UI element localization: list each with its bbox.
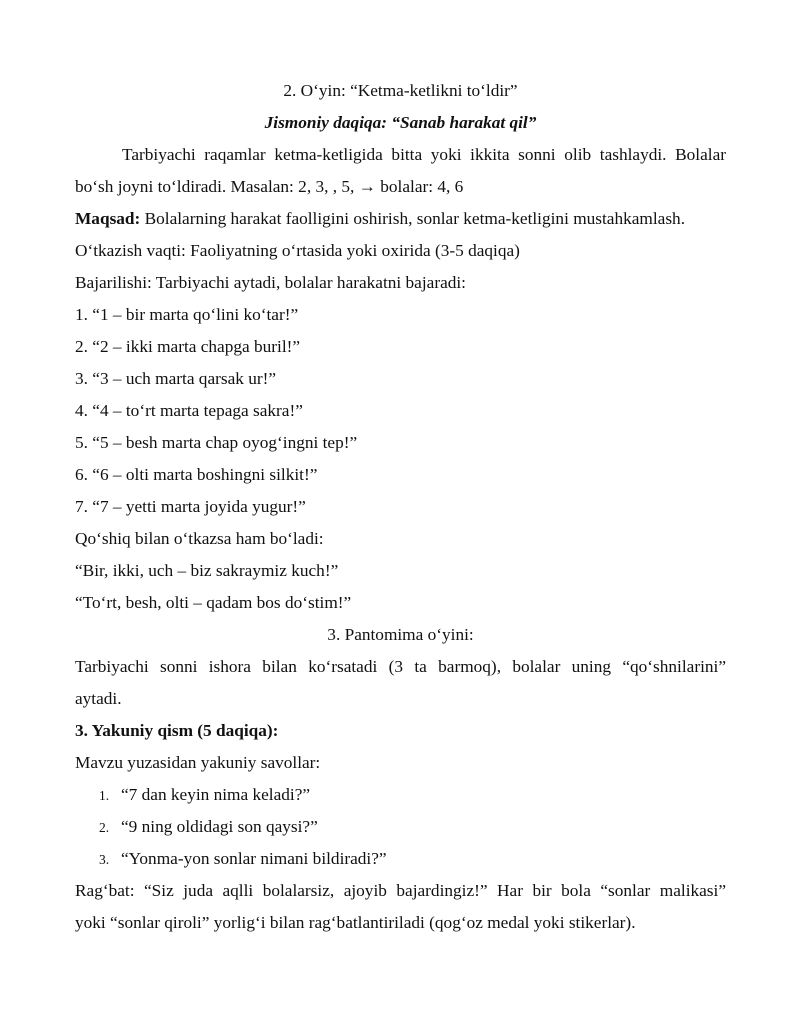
step-item: 6. “6 – olti marta boshingni silkit!” — [75, 465, 318, 484]
praise-line-2: yoki “sonlar qiroli” yorlig‘i bilan rag‘batlantiriladi (qog‘oz medal yoki stikerlar). — [75, 913, 636, 932]
step-item: 7. “7 – yetti marta joyida yugur!” — [75, 497, 306, 516]
step-item: 5. “5 – besh marta chap oyog‘ingni tep!” — [75, 433, 358, 452]
question-text: “Yonma-yon sonlar nimani bildiradi?” — [121, 849, 387, 868]
question-text: “7 dan keyin nima keladi?” — [121, 785, 311, 804]
pantomime-line-1: Tarbiyachi sonni ishora bilan ko‘rsatadi (3 ta barmoq), bolalar uning “qo‘shnilarini” — [75, 657, 726, 676]
question-number: 3. — [99, 852, 110, 867]
goal-paragraph — [75, 203, 726, 235]
heading-final-part: 3. Yakuniy qism (5 daqiqa): — [75, 721, 279, 740]
heading-physical-minute: Jismoniy daqiqa: “Sanab harakat qil” — [264, 113, 537, 132]
question-item — [75, 843, 726, 875]
question-number: 1. — [99, 788, 110, 803]
song-line-2: “To‘rt, besh, olti – qadam bos do‘stim!” — [75, 593, 352, 612]
execution-paragraph: Bajarilishi: Tarbiyachi aytadi, bolalar harakatni bajaradi: — [75, 273, 466, 292]
song-intro: Qo‘shiq bilan o‘tkazsa ham bo‘ladi: — [75, 529, 324, 548]
question-item — [75, 811, 726, 843]
question-number: 2. — [99, 820, 110, 835]
goal-label: Maqsad: — [75, 209, 141, 228]
heading-game: 2. O‘yin: “Ketma-ketlikni to‘ldir” — [283, 81, 518, 100]
question-text: “9 ning oldidagi son qaysi?” — [121, 817, 318, 836]
intro-line-2: bo‘sh joyni to‘ldiradi. Masalan: 2, 3, , 5, → bolalar: 4, 6 — [75, 177, 464, 196]
question-item — [75, 779, 726, 811]
document-page — [75, 75, 726, 939]
step-item: 3. “3 – uch marta qarsak ur!” — [75, 369, 277, 388]
pantomime-line-2: aytadi. — [75, 689, 122, 708]
goal-text: Bolalarning harakat faolligini oshirish, sonlar ketma-ketligini mustahkamlash. — [140, 209, 686, 228]
step-item: 2. “2 – ikki marta chapga buril!” — [75, 337, 301, 356]
intro-line-1: Tarbiyachi raqamlar ketma-ketligida bitta yoki ikkita sonni olib tashlaydi. Bolalar — [122, 145, 726, 164]
final-intro: Mavzu yuzasidan yakuniy savollar: — [75, 753, 321, 772]
song-line-1: “Bir, ikki, uch – biz sakraymiz kuch!” — [75, 561, 339, 580]
heading-pantomime: 3. Pantomima o‘yini: — [327, 625, 474, 644]
step-item: 4. “4 – to‘rt marta tepaga sakra!” — [75, 401, 303, 420]
step-item: 1. “1 – bir marta qo‘lini ko‘tar!” — [75, 305, 299, 324]
praise-line-1: Rag‘bat: “Siz juda aqlli bolalarsiz, ajoyib bajardingiz!” Har bir bola “sonlar malikasi” — [75, 881, 726, 900]
time-paragraph: O‘tkazish vaqti: Faoliyatning o‘rtasida yoki oxirida (3-5 daqiqa) — [75, 241, 520, 260]
